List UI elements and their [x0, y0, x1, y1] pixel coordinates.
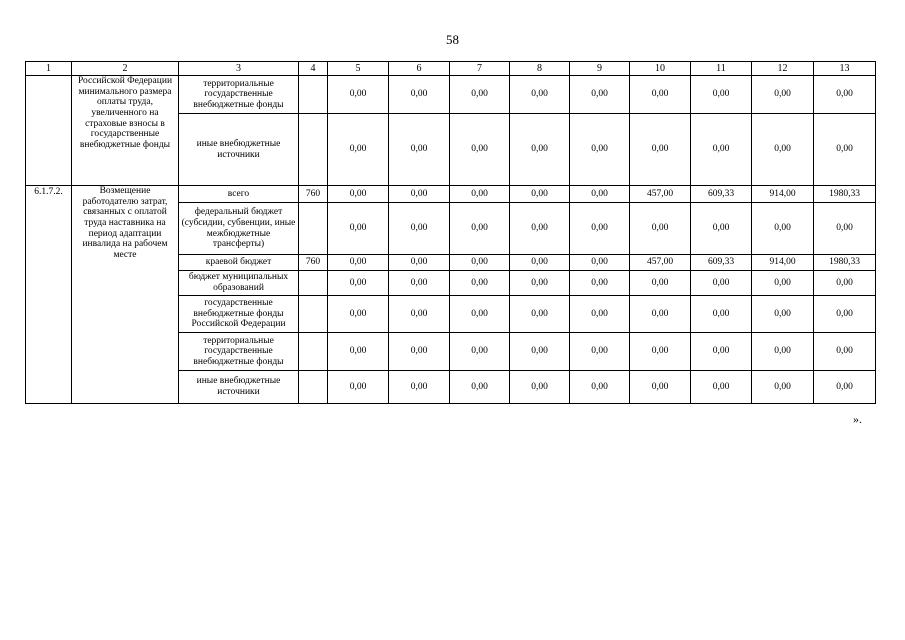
column-number-8: 8 [510, 62, 570, 76]
amount-cell: 0,00 [630, 271, 691, 296]
funding-source: территориальные государственные внебюджетные фонды [179, 76, 299, 114]
funding-source: иные внебюджетные источники [179, 371, 299, 404]
amount-cell: 0,00 [570, 114, 630, 186]
amount-cell: 0,00 [570, 296, 630, 333]
item-description: Российской Федерации минимального размера оплаты труда, увеличенного на страховые взносы в государственные внебюджетные фонды [72, 76, 179, 186]
amount-cell: 0,00 [570, 271, 630, 296]
amount-cell: 0,00 [389, 271, 450, 296]
amount-cell: 0,00 [389, 186, 450, 203]
amount-cell: 0,00 [691, 203, 752, 255]
amount-cell: 0,00 [510, 255, 570, 271]
amount-cell: 0,00 [570, 333, 630, 371]
amount-cell: 0,00 [510, 186, 570, 203]
amount-cell: 0,00 [510, 271, 570, 296]
amount-cell: 0,00 [570, 203, 630, 255]
amount-cell: 0,00 [328, 371, 389, 404]
amount-cell: 0,00 [328, 271, 389, 296]
item-description: Возмещение работодателю затрат, связанных с оплатой труда наставника на период адаптации инвалида на рабочем месте [72, 186, 179, 404]
amount-cell: 0,00 [450, 371, 510, 404]
amount-cell: 457,00 [630, 186, 691, 203]
amount-cell: 0,00 [389, 76, 450, 114]
funding-source: краевой бюджет [179, 255, 299, 271]
amount-cell: 0,00 [570, 371, 630, 404]
amount-cell: 0,00 [570, 76, 630, 114]
amount-cell: 0,00 [630, 333, 691, 371]
amount-cell: 0,00 [630, 76, 691, 114]
amount-cell: 0,00 [450, 114, 510, 186]
amount-cell: 0,00 [328, 255, 389, 271]
budget-code [299, 76, 328, 114]
column-number-10: 10 [630, 62, 691, 76]
amount-cell: 0,00 [450, 203, 510, 255]
amount-cell: 0,00 [814, 296, 876, 333]
budget-table [25, 61, 876, 404]
amount-cell: 0,00 [450, 296, 510, 333]
amount-cell: 0,00 [814, 203, 876, 255]
budget-code [299, 333, 328, 371]
budget-code [299, 114, 328, 186]
item-number: 6.1.7.2. [26, 186, 72, 404]
column-number-2: 2 [72, 62, 179, 76]
column-number-7: 7 [450, 62, 510, 76]
amount-cell: 0,00 [570, 255, 630, 271]
column-number-3: 3 [179, 62, 299, 76]
amount-cell: 0,00 [752, 76, 814, 114]
amount-cell: 0,00 [389, 333, 450, 371]
table-row [26, 76, 876, 114]
amount-cell: 0,00 [814, 333, 876, 371]
amount-cell: 0,00 [450, 186, 510, 203]
amount-cell: 0,00 [510, 114, 570, 186]
amount-cell: 0,00 [389, 114, 450, 186]
amount-cell: 0,00 [510, 203, 570, 255]
amount-cell: 0,00 [630, 371, 691, 404]
amount-cell: 0,00 [389, 203, 450, 255]
funding-source: всего [179, 186, 299, 203]
funding-source: федеральный бюджет (субсидии, субвенции, иные межбюджетные трансферты) [179, 203, 299, 255]
amount-cell: 0,00 [510, 76, 570, 114]
amount-cell: 0,00 [328, 186, 389, 203]
budget-code [299, 203, 328, 255]
budget-code [299, 371, 328, 404]
amount-cell: 914,00 [752, 186, 814, 203]
budget-code: 760 [299, 186, 328, 203]
column-number-13: 13 [814, 62, 876, 76]
amount-cell: 0,00 [752, 296, 814, 333]
amount-cell: 0,00 [328, 333, 389, 371]
amount-cell: 0,00 [389, 296, 450, 333]
amount-cell: 0,00 [752, 333, 814, 371]
amount-cell: 0,00 [752, 203, 814, 255]
amount-cell: 609,33 [691, 255, 752, 271]
budget-code [299, 271, 328, 296]
amount-cell: 914,00 [752, 255, 814, 271]
funding-source: бюджет муниципальных образований [179, 271, 299, 296]
amount-cell: 0,00 [510, 333, 570, 371]
amount-cell: 0,00 [691, 333, 752, 371]
funding-source: иные внебюджетные источники [179, 114, 299, 186]
amount-cell: 0,00 [570, 186, 630, 203]
amount-cell: 0,00 [630, 296, 691, 333]
amount-cell: 1980,33 [814, 186, 876, 203]
budget-code: 760 [299, 255, 328, 271]
column-number-11: 11 [691, 62, 752, 76]
amount-cell: 0,00 [450, 271, 510, 296]
amount-cell: 1980,33 [814, 255, 876, 271]
amount-cell: 0,00 [510, 296, 570, 333]
item-number [26, 76, 72, 186]
amount-cell: 0,00 [450, 333, 510, 371]
amount-cell: 0,00 [814, 76, 876, 114]
amount-cell: 0,00 [752, 114, 814, 186]
amount-cell: 0,00 [328, 203, 389, 255]
amount-cell: 0,00 [328, 76, 389, 114]
closing-quote-mark: ». [853, 412, 862, 426]
page-number: 58 [446, 32, 459, 47]
amount-cell: 0,00 [691, 371, 752, 404]
amount-cell: 0,00 [450, 255, 510, 271]
column-number-6: 6 [389, 62, 450, 76]
amount-cell: 0,00 [814, 114, 876, 186]
amount-cell: 0,00 [691, 271, 752, 296]
amount-cell: 0,00 [389, 255, 450, 271]
amount-cell: 0,00 [450, 76, 510, 114]
amount-cell: 0,00 [328, 114, 389, 186]
amount-cell: 0,00 [328, 296, 389, 333]
amount-cell: 0,00 [752, 371, 814, 404]
column-number-row [26, 62, 876, 76]
amount-cell: 0,00 [630, 114, 691, 186]
funding-source: территориальные государственные внебюджетные фонды [179, 333, 299, 371]
budget-code [299, 296, 328, 333]
amount-cell: 0,00 [510, 371, 570, 404]
funding-source: государственные внебюджетные фонды Российской Федерации [179, 296, 299, 333]
column-number-1: 1 [26, 62, 72, 76]
amount-cell: 609,33 [691, 186, 752, 203]
amount-cell: 0,00 [814, 371, 876, 404]
amount-cell: 0,00 [752, 271, 814, 296]
column-number-4: 4 [299, 62, 328, 76]
amount-cell: 0,00 [814, 271, 876, 296]
column-number-9: 9 [570, 62, 630, 76]
amount-cell: 0,00 [630, 203, 691, 255]
amount-cell: 0,00 [389, 371, 450, 404]
amount-cell: 0,00 [691, 296, 752, 333]
table-row [26, 186, 876, 203]
amount-cell: 0,00 [691, 114, 752, 186]
amount-cell: 0,00 [691, 76, 752, 114]
amount-cell: 457,00 [630, 255, 691, 271]
column-number-12: 12 [752, 62, 814, 76]
column-number-5: 5 [328, 62, 389, 76]
